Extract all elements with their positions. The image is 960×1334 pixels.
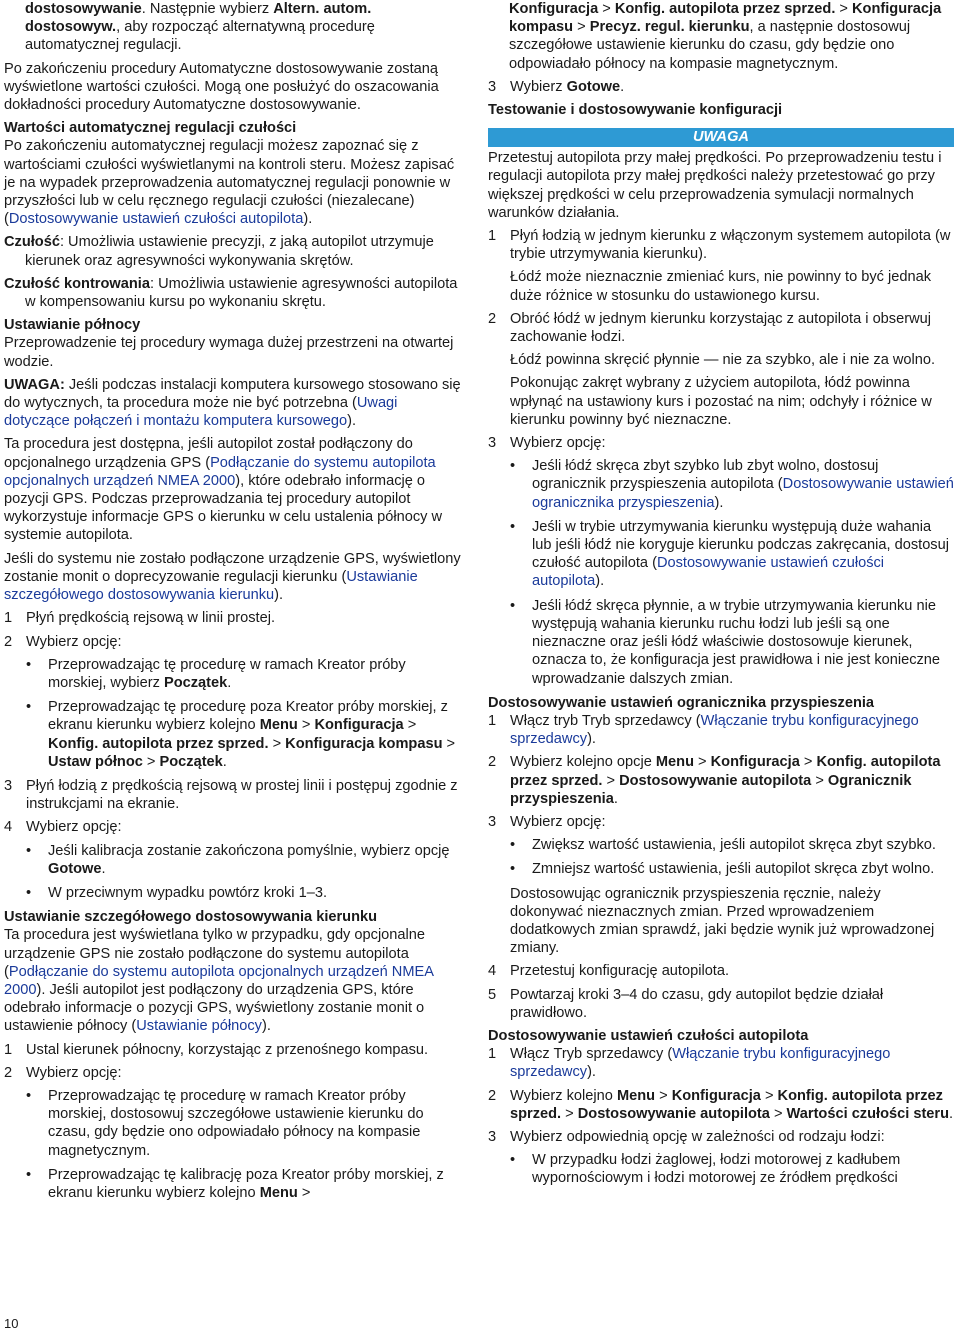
step-number: 2 bbox=[4, 1064, 13, 1081]
text-run: Wybierz opcję: bbox=[26, 819, 122, 836]
bold-term: Początek bbox=[159, 753, 223, 770]
bullet-item bbox=[488, 1151, 954, 1187]
step-note bbox=[488, 885, 954, 958]
cross-reference-link[interactable]: Włączanie trybu konfiguracyjnego sprzedawcy bbox=[510, 712, 919, 748]
text-run: ). bbox=[595, 573, 605, 590]
bullet-item bbox=[4, 1087, 466, 1160]
text-run: Przeprowadzając tę procedurę poza Kreator próby morskiej, z ekranu kierunku wybierz kolejno bbox=[48, 699, 448, 734]
cross-reference-link[interactable]: Ustawianie północy bbox=[136, 1018, 262, 1035]
text-run: Jeśli kalibracja zostanie zakończona pomyślnie, wybierz opcję bbox=[48, 842, 450, 859]
text-run: Przeprowadzając tę kalibrację poza Kreator próby morskiej, z ekranu kierunku wybierz kolejno bbox=[48, 1166, 444, 1201]
step-number: 3 bbox=[488, 435, 497, 452]
section-heading bbox=[4, 316, 466, 334]
step-number: 2 bbox=[4, 633, 13, 650]
bold-term: Konfiguracja bbox=[314, 717, 404, 734]
text-run: Przetestuj autopilota przy małej prędkości. Po przeprowadzeniu testu i regulacji autopilota przy małej prędkości należy przetestować go przy większej prędkości w celu przeprowadzenia symulacji normalnych warunków działania. bbox=[488, 150, 942, 221]
text-run: > bbox=[268, 735, 286, 752]
text-run: Przeprowadzając tę procedurę w ramach Kreator próby morskiej, wybierz bbox=[48, 656, 406, 691]
paragraph bbox=[4, 376, 466, 431]
text-run: Wybierz kolejno opcje bbox=[510, 754, 656, 771]
text-run: ), które odebrało informację o pozycji GPS. Podczas przeprowadzania tej procedury autopilot wykorzystuje informacje GPS o kierunku w celu ustalenia północy w systemie autopilota. bbox=[4, 472, 443, 544]
step-item bbox=[488, 1087, 954, 1123]
text-run: Testowanie i dostosowywanie konfiguracji bbox=[488, 102, 783, 119]
section-heading bbox=[488, 1027, 954, 1045]
step-item bbox=[488, 78, 954, 96]
bold-term: Czułość bbox=[4, 234, 60, 251]
text-run: ). Jeśli autopilot jest podłączony do urządzenia GPS, które odebrało informacje o pozycji GPS, wyświetlony zostanie monit o ustawienie północy ( bbox=[4, 981, 425, 1035]
text-run: . bbox=[101, 860, 106, 877]
text-run: Włącz tryb Tryb sprzedawcy ( bbox=[510, 712, 701, 729]
bold-term: Początek bbox=[163, 674, 228, 691]
text-run: . bbox=[949, 1105, 954, 1122]
text-run: > bbox=[835, 1, 853, 17]
step-item bbox=[4, 633, 466, 651]
cross-reference-link[interactable]: Podłączanie do systemu autopilota opcjonalnych urządzeń NMEA 2000 bbox=[4, 454, 436, 489]
step-number: 1 bbox=[488, 228, 497, 245]
text-run: > bbox=[297, 1184, 311, 1201]
text-run: Wybierz kolejno bbox=[510, 1087, 617, 1104]
bullet-item bbox=[488, 457, 954, 512]
cross-reference-link[interactable]: Podłączanie do systemu autopilota opcjonalnych urządzeń NMEA 2000 bbox=[4, 963, 434, 998]
text-run: > bbox=[693, 754, 711, 771]
step-item bbox=[488, 227, 954, 263]
step-note bbox=[488, 268, 954, 304]
bold-term: Konfiguracja bbox=[710, 754, 800, 771]
text-run: Wybierz opcję: bbox=[26, 633, 122, 650]
step-item bbox=[488, 1128, 954, 1146]
bold-term: UWAGA: bbox=[4, 376, 65, 393]
text-run: Jeśli w trybie utrzymywania kierunku występują duże wahania lub jeśli łódź nie koryguje kierunku podczas zakręcania, dostosuj czułość autopilota ( bbox=[532, 518, 949, 572]
text-run: ). bbox=[274, 587, 284, 604]
text-run: Zmniejsz wartość ustawienia, jeśli autopilot skręca zbyt wolno. bbox=[532, 861, 935, 878]
section-heading bbox=[488, 694, 954, 712]
text-run: Włącz Tryb sprzedawcy ( bbox=[510, 1046, 673, 1063]
step-number: 1 bbox=[4, 1041, 13, 1058]
bold-term: Ustaw północ bbox=[48, 753, 143, 770]
text-run: Ustawianie szczegółowego dostosowywania kierunku bbox=[4, 909, 378, 926]
warning-banner bbox=[488, 128, 954, 147]
text-run: Jeśli podczas instalacji komputera kursowego stosowano się do wytycznych, ta procedura może nie być potrzebna ( bbox=[4, 376, 461, 412]
step-item bbox=[488, 962, 954, 980]
text-run: > bbox=[561, 1105, 578, 1122]
definition-item bbox=[4, 275, 466, 311]
text-run: Jeśli łódź skręca zbyt szybko lub zbyt wolno, dostosuj ogranicznik przyspieszenia autopilota ( bbox=[532, 458, 879, 493]
step-number: 2 bbox=[488, 754, 497, 771]
bold-term: dostosowywanie bbox=[25, 1, 142, 17]
step-item bbox=[4, 609, 466, 627]
text-run: Ta procedura jest dostępna, jeśli autopilot został podłączony do opcjonalnego urządzenia GPS ( bbox=[4, 436, 413, 471]
bold-term: Menu bbox=[616, 1087, 656, 1104]
text-run: Wybierz opcję: bbox=[510, 435, 606, 452]
text-run: > bbox=[602, 772, 620, 789]
bullet-item bbox=[4, 698, 466, 771]
bullet-item bbox=[4, 656, 466, 692]
text-run: > bbox=[769, 1105, 787, 1122]
bold-term: Konfiguracja kompasu bbox=[509, 1, 942, 36]
text-run: Zwiększ wartość ustawienia, jeśli autopilot skręca zbyt szybko. bbox=[532, 837, 936, 854]
text-run: Dostosowywanie ustawień ogranicznika przyspieszenia bbox=[488, 694, 875, 711]
bold-term: Ogranicznik przyspieszenia bbox=[510, 772, 912, 807]
bold-term: Gotowe bbox=[48, 860, 102, 877]
step-item bbox=[488, 986, 954, 1022]
text-run: . bbox=[613, 790, 618, 807]
text-run: . bbox=[222, 753, 227, 770]
text-run: Po zakończeniu automatycznej regulacji możesz zapoznać się z wartościami czułości wyświetlanymi na kontroli steru. Możesz zapisać je na wypadek przeprowadzenia automatycznej regulacji ponownie w przyszłości lub w celu ręcznego regulacji czułości (niezalecane) ( bbox=[4, 138, 455, 228]
text-run: , aby rozpocząć alternatywną procedurę automatycznej regulacji. bbox=[25, 19, 375, 54]
text-run: > bbox=[442, 735, 456, 752]
paragraph bbox=[488, 149, 954, 222]
text-run: Przetestuj konfigurację autopilota. bbox=[510, 963, 730, 980]
bold-term: Konfig. autopilota przez sprzed. bbox=[614, 1, 836, 17]
bullet-item bbox=[4, 884, 466, 902]
text-run: Dostosowywanie ustawień czułości autopilota bbox=[488, 1027, 809, 1044]
text-run: . bbox=[141, 1, 146, 17]
paragraph bbox=[4, 550, 466, 605]
step-note bbox=[488, 351, 954, 369]
text-run: > bbox=[655, 1087, 672, 1104]
text-run: Dostosowując ogranicznik przyspieszenia ręcznie, należy dokonywać nieznacznych zmian. Przed wprowadzeniem dodatkowych zmian sprawdź, jaki będzie wynik już wprowadzonej zmiany. bbox=[510, 885, 935, 957]
step-number: 3 bbox=[4, 777, 13, 794]
step-number: 3 bbox=[488, 1128, 497, 1145]
text-run: ). bbox=[587, 1064, 596, 1081]
text-run: Następnie wybierz bbox=[145, 1, 274, 17]
step-number: 3 bbox=[488, 813, 497, 830]
text-run: : Umożliwia ustawienie precyzji, z jaką autopilot utrzymuje kierunek oraz agresywności wykonywania skrętów. bbox=[25, 234, 434, 269]
text-run: > bbox=[142, 753, 160, 770]
text-run: Wybierz bbox=[510, 78, 567, 95]
text-run: UWAGA bbox=[693, 129, 749, 146]
text-run: Pokonując zakręt wybrany z użyciem autopilota, łódź powinna wpłynąć na ustawiony kurs i pozostać na nim; odchyły i różnice w kierunku powinny być nieznaczne. bbox=[510, 375, 932, 428]
text-run: ). bbox=[714, 494, 724, 511]
right-column bbox=[488, 0, 954, 1194]
text-run: Ta procedura jest wyświetlana tylko w przypadku, gdy opcjonalne urządzenie GPS nie zostało podłączone do systemu autopilota ( bbox=[4, 927, 426, 980]
text-run: Wybierz opcję: bbox=[510, 813, 606, 830]
section-heading bbox=[488, 101, 954, 119]
bold-term: Dostosowywanie autopilota bbox=[577, 1105, 770, 1122]
step-item bbox=[4, 1064, 466, 1082]
text-run: > bbox=[573, 19, 590, 36]
paragraph bbox=[4, 435, 466, 544]
bold-term: Wartości czułości steru bbox=[786, 1105, 950, 1122]
step-number: 1 bbox=[488, 1046, 497, 1063]
text-run: Płyń łodzią z prędkością rejsową w prostej linii i postępuj zgodnie z instrukcjami na ekranie. bbox=[26, 777, 458, 813]
text-run: ). bbox=[347, 413, 357, 430]
step-number: 1 bbox=[488, 712, 497, 729]
step-item bbox=[488, 310, 954, 346]
section-heading bbox=[4, 119, 466, 137]
bold-term: Dostosowywanie autopilota bbox=[619, 772, 812, 789]
bold-term: Konfig. autopilota przez sprzed. bbox=[48, 735, 269, 752]
text-run: Przeprowadzenie tej procedury wymaga dużej przestrzeni na otwartej wodzie. bbox=[4, 335, 454, 370]
bullet-item bbox=[488, 597, 954, 688]
text-run: Łódź powinna skręcić płynnie — nie za szybko, ale i nie za wolno. bbox=[510, 352, 936, 369]
bold-term: Konfig. autopilota przez sprzed. bbox=[510, 754, 941, 789]
continued-text bbox=[4, 0, 466, 55]
step-note bbox=[488, 374, 954, 429]
paragraph bbox=[4, 137, 466, 228]
text-run: Powtarzaj kroki 3–4 do czasu, gdy autopilot będzie działał prawidłowo. bbox=[510, 986, 884, 1021]
cross-reference-link[interactable]: Dostosowywanie ustawień czułości autopilota bbox=[532, 555, 885, 590]
bold-term: Gotowe bbox=[566, 78, 621, 95]
text-run: Płyń łodzią w jednym kierunku z włączonym systemem autopilota (w trybie utrzymywania kierunku). bbox=[510, 228, 951, 263]
definition-item bbox=[4, 233, 466, 269]
text-run: . bbox=[620, 78, 625, 95]
page-number: 10 bbox=[4, 1316, 19, 1331]
paragraph bbox=[4, 334, 466, 370]
step-item bbox=[488, 1045, 954, 1081]
text-run: > bbox=[598, 1, 615, 17]
step-item bbox=[488, 434, 954, 452]
step-item bbox=[488, 753, 954, 808]
paragraph bbox=[4, 60, 466, 115]
bold-term: Konfiguracja kompasu bbox=[285, 735, 443, 752]
text-run: W przeciwnym wypadku powtórz kroki 1–3. bbox=[48, 884, 327, 901]
step-number: 4 bbox=[488, 963, 497, 980]
step-item bbox=[4, 818, 466, 836]
bold-term: Konfiguracja bbox=[509, 1, 599, 17]
step-number: 5 bbox=[488, 986, 497, 1003]
step-item bbox=[488, 712, 954, 748]
text-run: : Umożliwia ustawienie agresywności autopilota w kompensowaniu kursu po wykonaniu skrętu. bbox=[25, 275, 458, 311]
step-item bbox=[4, 1041, 466, 1059]
text-run: Ustal kierunek północny, korzystając z przenośnego kompasu. bbox=[26, 1041, 429, 1058]
text-run: Wybierz odpowiednią opcję w zależności od rodzaju łodzi: bbox=[510, 1128, 885, 1145]
text-run: Wybierz opcję: bbox=[26, 1064, 122, 1081]
step-number: 4 bbox=[4, 819, 13, 836]
section-heading bbox=[4, 908, 466, 926]
bullet-item bbox=[488, 836, 954, 854]
text-run: ). bbox=[303, 211, 313, 228]
bold-term: Altern. autom. bbox=[273, 1, 372, 17]
bold-term: Czułość kontrowania bbox=[4, 275, 150, 292]
step-number: 2 bbox=[488, 310, 497, 327]
cross-reference-link[interactable]: Ustawianie szczegółowego dostosowywania kierunku bbox=[4, 568, 418, 604]
step-item bbox=[488, 813, 954, 831]
bullet-item bbox=[4, 1166, 466, 1202]
text-run: ). bbox=[261, 1018, 271, 1035]
bold-term: Konfiguracja bbox=[671, 1087, 761, 1104]
bold-term: Menu bbox=[259, 1184, 298, 1201]
step-number: 2 bbox=[488, 1087, 497, 1104]
text-run: Jeśli łódź skręca płynnie, a w trybie utrzymywania kierunku nie występują wahania kierunku ruchu łodzi lub jeśli są one nieznaczne oraz jeśli łódź właściwie dostosowuje kierunek, oznacza to, że konfiguracja jest prawidłowa i nie jest konieczne wprowadzanie dalszych zmian. bbox=[532, 597, 941, 687]
bold-term: Menu bbox=[655, 754, 694, 771]
text-run: Przeprowadzając tę procedurę w ramach Kreator próby morskiej, dostosowuj szczegółowe ustawienie kierunku do czasu, gdy będzie ono odpowiadało północy na kompasie magnetycznym. bbox=[48, 1087, 424, 1159]
cross-reference-link[interactable]: Uwagi dotyczące połączeń i montażu komputera kursowego bbox=[4, 395, 398, 430]
bold-term: Menu bbox=[259, 717, 298, 734]
text-run: Po zakończeniu procedury Automatyczne dostosowywanie zostaną wyświetlone wartości czułości. Mogą one posłużyć do oszacowania dokładności procedury Automatyczne dostosowywanie. bbox=[4, 60, 439, 114]
text-run: Łódź może nieznacznie zmieniać kurs, nie powinny to być jednak duże różnice w stosunku do ustawionego kursu. bbox=[510, 269, 932, 304]
text-run: Obróć łódź w jednym kierunku korzystając z autopilota i obserwuj zachowanie łodzi. bbox=[510, 310, 931, 346]
cross-reference-link[interactable]: Dostosowywanie ustawień ogranicznika przyspieszenia bbox=[532, 476, 954, 511]
bold-term: dostosowyw. bbox=[25, 19, 117, 36]
continued-text bbox=[488, 0, 954, 73]
text-run: ). bbox=[587, 731, 596, 748]
text-run: Wartości automatycznej regulacji czułości bbox=[4, 120, 297, 137]
text-run: Jeśli do systemu nie zostało podłączone urządzenie GPS, wyświetlony zostanie monit o doprecyzowanie regulacji kierunku ( bbox=[4, 550, 461, 585]
bullet-item bbox=[488, 860, 954, 878]
bold-term: Precyz. regul. kierunku bbox=[589, 19, 750, 36]
step-item bbox=[4, 777, 466, 813]
text-run: Płyń prędkością rejsową w linii prostej. bbox=[26, 610, 276, 627]
paragraph bbox=[4, 926, 466, 1035]
cross-reference-link[interactable]: Włączanie trybu konfiguracyjnego sprzedawcy bbox=[510, 1046, 891, 1081]
bullet-item bbox=[4, 842, 466, 878]
text-run: > bbox=[811, 772, 828, 789]
cross-reference-link[interactable]: Dostosowywanie ustawień czułości autopilota bbox=[8, 211, 304, 228]
bullet-item bbox=[488, 518, 954, 591]
bold-term: Konfig. autopilota przez sprzed. bbox=[510, 1087, 943, 1122]
step-number: 3 bbox=[488, 78, 497, 95]
text-run: Ustawianie północy bbox=[4, 317, 141, 334]
step-number: 1 bbox=[4, 610, 13, 627]
text-run: > bbox=[760, 1087, 778, 1104]
text-run: > bbox=[297, 717, 315, 734]
text-run: , a następnie dostosowuj szczegółowe ustawienie kierunku do czasu, gdy będzie ono odpowiadało północy na kompasie magnetycznym. bbox=[509, 19, 911, 72]
text-run: . bbox=[227, 674, 232, 691]
left-column bbox=[4, 0, 466, 1208]
text-run: > bbox=[403, 717, 417, 734]
text-run: W przypadku łodzi żaglowej, łodzi motorowej z kadłubem wypornościowym i łodzi motorowej ze źródłem prędkości bbox=[532, 1152, 901, 1187]
text-run: > bbox=[799, 754, 817, 771]
